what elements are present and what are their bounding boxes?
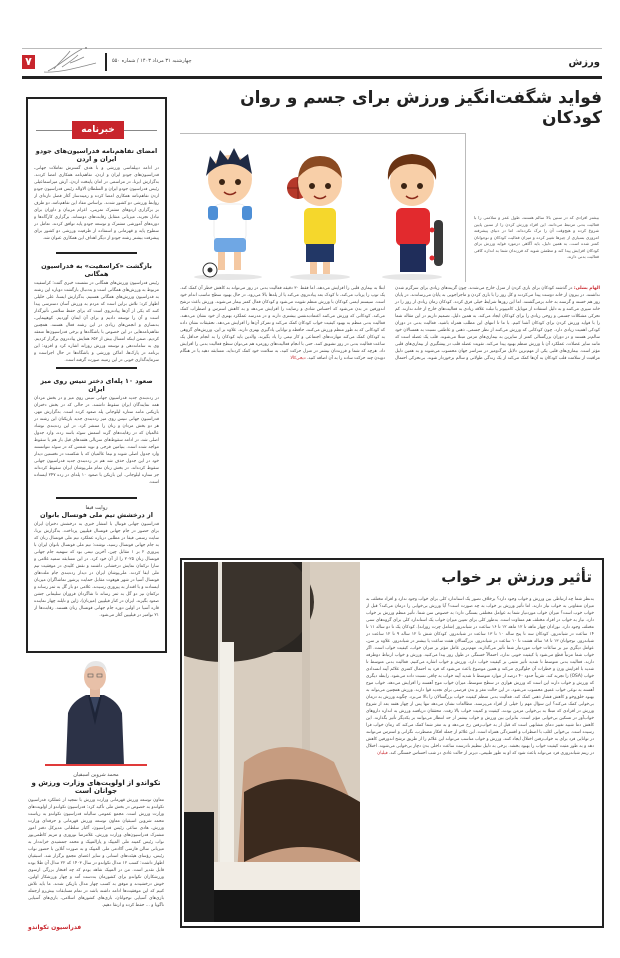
section-name: ورزش bbox=[568, 57, 600, 68]
header-top-rule bbox=[22, 48, 602, 49]
man-bench-press-photo bbox=[184, 562, 360, 922]
article-text: در گذشته کودکان برای بازی کردن از منزل خارج می‌شدند. چون گزینه‌های زیادی برای سرگرم شدن نداشتند. در بیرون از خانه دوست پیدا می‌کردند و کل روز را با بازی کردن و ماجراجویی به پایان می‌رساندند. در پایان روز هم خسته و گرسنه به خانه برمی‌گشتند. اما این روزها شرایط خیلی فرق کرده. کودکان زمان زیادی از روز را در خانه سپری می‌کنند و به دلیل استفاده از موبایل، کامپیوتر یا تبلت علاقه زیادی به فعالیت‌های خارج از خانه ندارند. کم تحرکی مشکلات جسمی و روحی زیادی را برای کودکان ایجاد می‌کند. به همین دلیل، تصمیم داریم در این مقاله شما را با فواید ورزش کردن برای کودکان آشنا کنیم. با ما تا انتهای این مطلب همراه باشید. فعالیت بدنی در دوران کودکی اهمیت زیادی دارد. چون کودکانی که ورزش می‌کنند از نظر جسمی، ذهنی و عاطفی نسبت به همسالان خود سالم‌تر هستند و در دوران بزرگسالی کمتر از سایرین به بیماری‌های مزمن مبتلا می‌شوند. قلب یک عضله است که مانند سایر عضلات، عملکرد آن با ورزش منظم بهبود پیدا می‌کند. تقویت عضله قلب در پیشگیری از بیماری‌های قلبی مؤثر است. بیماری‌های قلبی یکی از مهم‌ترین دلایل مرگ‌ومیر در سراسر جهان محسوب می‌شوند و به همین دلیل مراقبت از سلامت قلب کودکان به آن‌ها کمک می‌کند از یک زندگی طولانی و سالم برخوردار شوند. بی‌تحرکی احتمال ابتلا به بیماری قلبی را افزایش می‌دهد، اما فقط ۳۰ دقیقه فعالیت بدنی در روز می‌تواند به کاهش خطر آن کمک کند. یک توپ را پرتاب می‌کند، تا کودک بعد پیاده‌روی می‌کند یا از پله‌ها بالا می‌رود، در حال بهبود سطح تناسب اندام خود است. سیستم ایمنی کودکان با ورزش منظم تقویت می‌شود و کودکان فعال کمتر بیمار می‌شوند. ورزش باعث ترشح اندورفین در بدن می‌شود که احساس شادی و رضایت را افزایش می‌دهد و به کاهش استرس و اضطراب کمک می‌کند. کودکانی که ورزش می‌کنند اعتمادبه‌نفس بیشتری دارند و در مدرسه عملکرد بهتری از خود نشان می‌دهند. فعالیت بدنی منظم به بهبود کیفیت خواب کودکان کمک می‌کند و تمرکز آن‌ها را افزایش می‌دهد. تحقیقات نشان داده که کودکانی که به طور منظم ورزش می‌کنند، حافظه و توانایی یادگیری بهتری دارند. علاوه بر این، ورزش‌های گروهی به کودکان کمک می‌کند مهارت‌های اجتماعی و کار تیمی را یاد بگیرند. والدین باید کودکان را به انجام حداقل یک ساعت فعالیت بدنی در روز تشویق کنند. حتی با انجام فعالیت‌های روزمره هم می‌توان سطح فعالیت بدنی را افزایش داد. هرچه که شما و فرزندتان بیشتر در منزل حرکت کنید، به سلامت خود کمک کرده‌اید. مسابقه دهید یا در هنگام دویدن چند حرکت ساده را به آن اضافه کنید. bbox=[180, 286, 600, 361]
sleep-article-body bbox=[366, 596, 594, 918]
main-article-body bbox=[180, 285, 600, 555]
illustration-caption: بیشتر افرادی که در سنین بالا سالم هستند، طول عمر و سلامتی را با فعالیت بدنی مرتبط می‌دانند. این افراد ورزش کردن را از سنین پایین شروع کرده و هیچ‌وقت آن را ترک نکرده‌اند. اما در دنیای پیشرفته امروزی بسیاری از چیزها تغییر کرده و میزان فعالیت کودکان و نوجوانان کمتر شده است. به همین دلیل، باید آگاهی درمورد فواید ورزش برای کودکان افزایش پیدا کند و مطمئن شوید که فرزندان شما به اندازه کافی فعالیت بدنی دارند. bbox=[474, 215, 599, 259]
news-item bbox=[34, 262, 159, 362]
newspaper-logo bbox=[40, 45, 100, 75]
news-body: در ادامه دیپلماسی ورزشی و با هدف گسترش تعاملات جهانی، فدراسیون‌های جودو ایران و اردن، تفاهم‌نامه همکاری امضا کردند. به‌گزارش ایرنا، در مراسمی در امان پایتخت اردن، آرش میراسماعیلی رئیس فدراسیون جودو ایران و السلطان الاواله رئیس فدراسیون جودو اردن تفاهم‌نامه همکاری امضا کرده و زمینه‌ساز آغاز فصل تازه‌ای از روابط ورزشی دو کشور شدند. براساس مفاد این تفاهم‌نامه، دو طرف بر برگزاری اردوهای مشترک تمرینی، اعزام مربیان و داوران برای تبادل تجربه، میزبانی متقابل رقابت‌های دوستانه، برگزاری کارگاه‌ها و دوره‌های آموزشی مشترک و توسعه جودو پایه توافق کردند. تعامل در سطوح پایه و قهرمانی و استفاده از ظرفیت ورزشی دو کشور برای پیشرفت بیشتر رشته جودو از دیگر اهداف این همکاری عنوان شد. bbox=[34, 166, 159, 241]
news-item bbox=[34, 147, 159, 247]
news-body: در رده‌بندی جدید فدراسیون جهانی تنیس روی میز و در بخش مردان همه نمایندگان ایران سقوط داشتند. در حالی که در بخش دختران بازیکنی مانند ستاره لیلوجانی پله صعود کرده است. به‌گزارش مهر، فدراسیون جهانی تنیس روی میز رده‌بندی جدید بازیکنان این رشته در هر دو بخش مردان و زنان را منتشر کرد. در این رده‌بندی نوشاد عالمیان که در رقابت‌های گرند اسمش سوئد باسه رده، وارد جدول اصلی شد، در ادامه سقوط‌های سریالی هفته‌های قبل باز هم با سقوط مواجه شده است. بنیامین فرجی و نوید شمس که در سوئد نتوانستند وارد جدول اصلی شوند و نیما عالمیان که با شکست در نخستین دیدار خود در این جدول حذف شد هم در رده‌بندی جدید فدراسیون جهانی سقوط کرده‌اند. در بخش زنان تمام ملی‌پوشان ایران سقوط کرده‌اند جز ستاره لیلوجانی. این بازیکن با صعود ۱۰ پله‌ای در رده ۲۴۷ ایستاده است. bbox=[34, 396, 159, 485]
news-body: رئیس فدراسیون ورزش‌های همگانی در نشست خبری گفت: کراسفیت مربوط به ورزش‌های همگانی است و به‌دنبال بازگشت دوباره این رشته به فدراسیون ورزش‌های همگانی هستیم. به‌گزارش ایسنا، علی خلیلی اظهار کرد: تلاش براین است که مردم به ورزش آسان دسترسی پیدا کنند که یکی از آن‌ها پیاده‌روی است که برای حفظ سلامتی تأثیرگذار است و آن را توسعه دادیم و برای آن ایمان آوردیم. کوهپیمایی، بدنسازی و انجمن‌های زیادی در این رشته فعال هستند. همچنین تفاهم‌نامه‌هایی در این خصوص با باشگاه‌ها و برخی فدراسیون‌ها منعقد کردیم. ضمن اینکه امسال بیش از ۶۵۲ همایش پیاده‌روی برگزار کردیم. وی به سامانه‌دهی و توسعه ورزش روزانه اشاره کرد و افزود: این برنامه در پارک‌ها، اماکن ورزشی و باشگاه‌ها در حال اجراست و سرمایه‌گذاری خوبی در این زمینه صورت گرفته است. bbox=[34, 281, 159, 362]
news-separator bbox=[56, 252, 137, 254]
news-title: بازگشت «کراسفیت» به فدراسیون همگانی bbox=[41, 262, 152, 278]
sleep-article-source: فیلیان bbox=[377, 751, 388, 756]
header-divider bbox=[105, 53, 107, 71]
header-bottom-rule bbox=[22, 76, 602, 79]
kid-soccer bbox=[203, 148, 252, 277]
author-name: محمد شروین اسبقیان bbox=[73, 772, 119, 778]
masthead bbox=[22, 45, 602, 78]
news-sidebar bbox=[26, 97, 167, 653]
opinion-column bbox=[28, 772, 164, 932]
news-separator bbox=[56, 497, 137, 499]
author-red-rule bbox=[45, 764, 147, 766]
news-title: صعود ۱۰ پله‌ای دختر تنیس روی میز ایران bbox=[40, 377, 153, 393]
article-source: دیجی‌کالا bbox=[290, 356, 306, 361]
opinion-source: فدراسیون تکواندو bbox=[28, 924, 82, 931]
kids-sports-illustration bbox=[180, 133, 466, 282]
news-item bbox=[34, 505, 159, 631]
article-byline: الهام بشلی: bbox=[573, 286, 600, 291]
issue-date: چهارشنبه ۳۱ مرداد ۱۴۰۳ / شماره ۵۵۰ bbox=[112, 58, 192, 64]
page-number-badge: ۷ bbox=[22, 55, 35, 69]
author-photo bbox=[60, 655, 130, 765]
news-body: فدراسیون جهانی فوتبال با انتشار خبری به درخشش دختران ایران برای حضور در جام جهانی فوتسال فیلیپین پرداخت. به‌گزارش برنا، سایت رسمی فیفا در مطلبی درباره عملکرد تیم ملی فوتسال زنان که به جام جهانی فوتسال رسید، نوشت: تیم ملی فوتسال بانوان ایران با پیروزی ۲ بر ۱ مقابل چین، آخرین تیمی بود که سهمیه جام جهانی فوتسال زنان ۲۰۲۵ را از آن خود کرد. در این مسابقه سمیه غلامی و سارا ترکمان نمایش درخشانی داشتند و نقش کلیدی در موفقیت تیم ملی ایفا کردند. ملی‌پوشان ایران در دیدار رده‌بندی جام ملت‌های فوتسال آسیا در شهر هوهوت مقابل حمایت پرشور تماشاگران میزبان ایستادند و با اقتدار به پیروزی رسیدند. غلامی دو بار گل به ثمر رساند و ترکمان نیز دو گل به ثمر رساند تا شاگردان فروزان سلیمانی جشن صعود بگیرند. ایران در کنار فیلیپین (میزبان)، ژاپن و تایلند چهار نماینده قاره آسیا در اولین دوره جام جهانی فوتسال زنان هستند. رقابت‌ها از ۲۱ نوامبر در فیلیپین آغاز می‌شود. bbox=[34, 522, 159, 618]
news-kicker: روایت فیفا bbox=[85, 505, 108, 511]
sleep-article-text: به‌نظر شما چه ارتباطی بین ورزش و خواب وجود دارد؟ برخلاف تصور یک استاندارد کلی برای خواب وجود ندارد و افراد مختلف به میزان متفاوتی به خواب نیاز دارند. اما تأثیر ورزش بر خواب به چه صورت است؟ آیا ورزش بی‌خوابی را درمان می‌کند؟ قبل از خواب خوب است؟ میزان خواب موردنیاز شما به عوامل مختلفی بستگی دارد؛ به خصوص سن شما. تأثیر منظم ورزش بر خواب دارد. نیاز به خواب در افراد مختلف هم متفاوت است. به‌طور کلی برای تعیین میزان خواب یک استاندارد کلی برای گروه‌های سنی مختلف وجود دارد. نوزادان چهار ماهه تا ۱۲ ماهه ۱۲ تا ۱۶ ساعت در شبانه‌روز (شامل چرت روزانه). کودکان یک تا دو ساله ۱۱ تا ۱۴ ساعت در شبانه‌روز. کودکان سه تا پنج ساله ۱۰ تا ۱۳ ساعت در شبانه‌روز. کودکان شش تا ۱۲ ساله ۹ تا ۱۲ ساعت در شبانه‌روز. نوجوانان ۱۳ تا ۱۸ ساله هشت تا ۱۰ ساعت در شبانه‌روز. بزرگسالان هفت ساعت یا بیشتر در شبانه‌روز. علاوه بر سن، عوامل دیگری نیز بر ساعات خواب موردنیاز شما تأثیر می‌گذارند. مهم‌ترین عامل مؤثر بر میزان خواب، کیفیت خواب است. اگر خواب شما مرتباً قطع می‌شود یا کیفیت خوبی ندارد، احتمالاً خستگی در طول روز پیدا می‌کنید. ورزش و خواب ارتباط دوطرفه دارند. فعالیت بدنی متوسط تا شدید تأثیر مثبتی بر کیفیت خواب دارد. ورزش و خواب اشاره می‌کنیم. فعالیت بدنی متوسط تا شدید با افزایش وزن و خطرات آن جلوگیری می‌کند و همین موضوع باعث می‌شود که فرد به احتمال کمتری علائم آپنه انسدادی خواب (OSA) را تجربه کند. تقریباً حدود ۴۰ درصد از موارد متوسط تا شدید آپنه خواب به چاقی نسبت داده می‌شود. رابطه دیگری که ورزش و خواب دارند این است که ورزش هوازی در سطح متوسط، میزان خواب موج آهسته را افزایش می‌دهد. خواب موج آهسته به نوعی خواب عمیق محسوب می‌شود. در این حالت مغز و بدن فرصتی برای تجدید قوا دارند. ورزش همچنین می‌تواند به بهبود خلق‌وخو و کاهش فشار ذهنی کمک کند. فعالیت بدنی منظم کیفیت خواب بزرگسالان را بالا می‌برد. چگونه ورزش به درمان بی‌خوابی کمک می‌کند؟ این سؤال مهم را خیلی از افراد می‌پرسند. مطالعات نشان می‌دهد تنها پس از چهار هفته بعد از شروع ورزش در افرادی که مبتلا به بی‌خوابی مزمن بودند، کیفیت و کمیت خواب بالا رفت. محققان دریافتند ورزش به اندازه داروهای خواب‌آور در تسکین بی‌خوابی مؤثر است. بنابراین بین ورزش و خواب بیشتر از حد انتظار می‌توانند بر یکدیگر تأثیر بگذارند. این کاهش دما شبیه تغییر دمای مشابهی است که قبل از به خواب‌رفتن رخ می‌دهد و به مغز شما کمک می‌کند که زمان خواب فرا رسیده است. بی‌خوابی اغلب با اضطراب و افسردگی همراه است. این علائم از جمله افکار مضطرب، نگرانی و استرس می‌توانند در توانایی فرد برای به خواب‌رفتن اختلال ایجاد کنند. ورزش و خواب مناسب می‌تواند این علائم را از طریق ترشح اندورفین کاهش دهد و به طور مثبت کیفیت خواب را بهبود بخشد. برخی به دلیل تنظیم نادرست ساعت داخلی بدن دچار بی‌خوابی می‌شوند. اختلال در ریتم شبانه‌روزی فرد می‌تواند باعث شود که او به طور طبیعی، دیرتر از حالت عادی در شب احساس خستگی کند. bbox=[366, 597, 594, 756]
main-headline: فواید شگفت‌انگیز ورزش برای جسم و روان کودکان bbox=[240, 88, 602, 128]
sleep-article-box bbox=[180, 558, 604, 928]
sleep-article-headline: تأثیر ورزش بر خواب bbox=[441, 568, 592, 586]
newsletter-badge: خبرنامه bbox=[72, 121, 124, 139]
kid-skateboard bbox=[388, 154, 443, 272]
opinion-title: تکواندو از اولویت‌های وزارت ورزش و جوانان است bbox=[31, 779, 161, 795]
kid-basketball bbox=[287, 156, 342, 274]
opinion-body: معاون توسعه ورزش قهرمانی وزارت ورزش با تمجید از عملکرد فدراسیون تکواندو به خصوص در بخش ملی تأکید کرد: فدراسیون تکواندو از اولویت‌های وزارت ورزش است. مجمع عمومی سالیانه فدراسیون تکواندو به ریاست محمد شروین اسبقیان معاون توسعه ورزش قهرمانی و حرفه‌ای وزارت ورزش، هادی ساعی رئیس فدراسیون، آکبار سلطانی مدیرکل دفتر امور مشترک فدراسیون‌های وزارت ورزش، غلامرضا نوروزی و مریم کاظمی‌پور نواب رئیس کمیته ملی المپیک و پارالمپیک و محمد جمشیدی خزانه‌دار به میزبانی سالن فارسی آکادمی ملی المپیک و به صورت آنلاین با حضور نواب رئیس، رؤسای هیئت‌های استانی و سایر اعضای مجمع برگزار شد. اسبقیان اظهار داشت: کسب ۱۲ مدال تکواندو در سال ۱۴۰۳ که ۲۲ مدال آن طلا بوده قابل تقدیر است. من در المپیک شاهد بودم که چه افتخار بزرگی ارسوی ورزشکاران تکواندو برای کشورمان به‌دست آمد و چهار ورزشکار اولین، خوش درخشیدند و موفق به کسب چهار مدال بازیکن شدند. ما باید تلاش کنیم که این موفقیت‌ها ادامه داشته باشد در تمام مسابقات بیش‌رو ازجمله بازی‌های آسیایی نوجوانان، بازی‌های کشورهای اسلامی، بازی‌های آسیایی ناگویا و ... حفظ کرده و ارتقا دهیم. bbox=[28, 798, 164, 908]
news-title: از درخشش تیم ملی فوتسال بانوان bbox=[40, 511, 153, 519]
news-title: امضای تفاهم‌نامه فدراسیون‌های جودو ایران و اردن bbox=[35, 147, 158, 163]
news-item bbox=[34, 377, 159, 491]
news-separator bbox=[56, 367, 137, 369]
